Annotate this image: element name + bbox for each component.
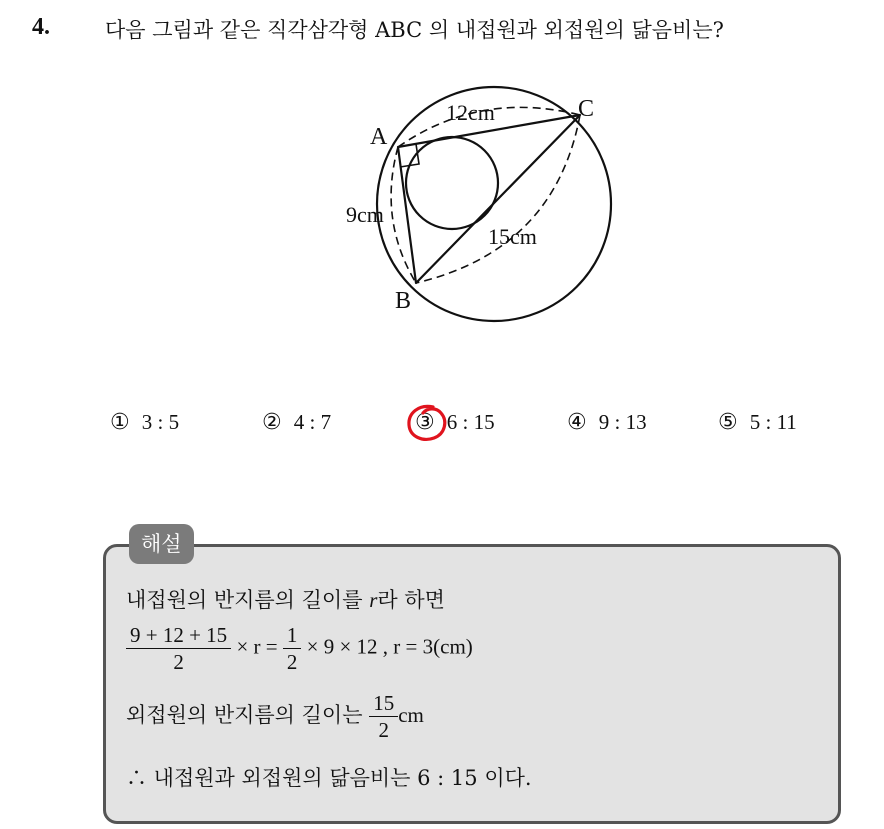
answer-mark-circle-icon (403, 401, 453, 445)
fraction-radius-denominator: 2 (378, 718, 389, 742)
solution-line-1 (126, 584, 445, 614)
fraction-radius (369, 690, 398, 743)
solution-line-3 (126, 690, 424, 743)
solution-line-3-unit: cm (398, 703, 424, 727)
choice-2-text: 4 : 7 (293, 410, 332, 434)
side-ac-label: 12cm (446, 100, 495, 125)
choice-3-number: ③ (415, 410, 435, 435)
choice-1-number: ① (110, 410, 130, 435)
fraction-half-denominator: 2 (286, 650, 298, 674)
solution-tag: 해설 (129, 524, 194, 564)
question-number: 4. (32, 14, 50, 40)
fraction-half-numerator: 1 (283, 622, 302, 649)
choice-1-text: 3 : 5 (141, 410, 180, 434)
side-bc-label: 15cm (488, 224, 537, 249)
solution-line-1-text: 내접원의 반지름의 길이를 (126, 588, 363, 612)
solution-line-1-end: 라 하면 (377, 588, 445, 612)
eq-rest: × 9 × 12 , r = 3(cm) (306, 634, 473, 659)
choice-2-number: ② (262, 410, 282, 435)
incircle (406, 137, 498, 229)
solution-conclusion: ∴ 내접원과 외접원의 닮음비는 6 : 15 이다. (126, 766, 532, 790)
eq-times-r: × r = (236, 634, 278, 659)
solution-line-2 (126, 622, 473, 675)
triangle-figure (330, 80, 630, 330)
choice-5[interactable] (718, 410, 797, 435)
fraction-sum-numerator: 9 + 12 + 15 (126, 622, 231, 649)
solution-line-3-text: 외접원의 반지름의 길이는 (126, 703, 363, 727)
fraction-sum-denominator: 2 (173, 650, 184, 674)
choice-4[interactable] (567, 410, 647, 435)
vertex-b-label: B (395, 288, 412, 314)
choice-2[interactable] (262, 410, 331, 435)
fraction-sum (126, 622, 231, 675)
vertex-c-label: C (578, 96, 595, 122)
choice-3-text: 6 : 15 (446, 410, 495, 434)
geometry-diagram (330, 80, 630, 330)
triangle-abc (398, 115, 580, 283)
question-text: 다음 그림과 같은 직각삼각형 ABC 의 내접원과 외접원의 닮음비는? (105, 18, 724, 42)
choice-4-number: ④ (567, 410, 587, 435)
vertex-a-label: A (370, 124, 388, 150)
solution-line-1-var: r (369, 588, 378, 612)
choice-5-text: 5 : 11 (749, 410, 797, 434)
choice-1[interactable] (110, 410, 179, 435)
choice-5-number: ⑤ (718, 410, 738, 435)
side-ab-label: 9cm (346, 202, 384, 227)
fraction-radius-numerator: 15 (369, 690, 398, 717)
choice-4-text: 9 : 13 (598, 410, 647, 434)
fraction-half (283, 622, 302, 675)
